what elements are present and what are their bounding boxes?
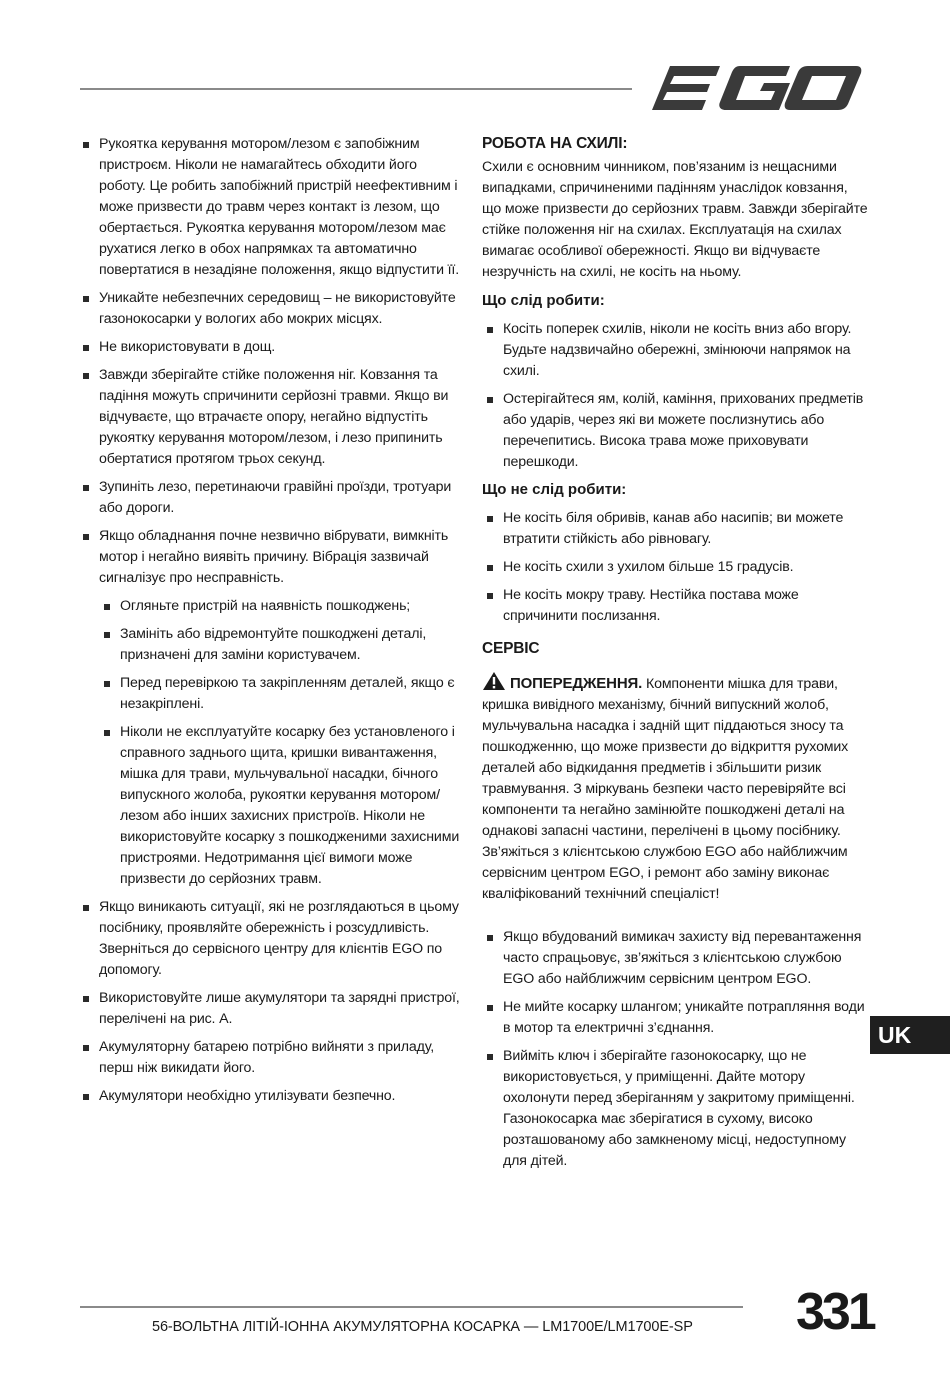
- ego-logo: [650, 62, 862, 114]
- warning-triangle-icon: [482, 671, 506, 691]
- language-tab: UK: [870, 1016, 950, 1054]
- list-item: Якщо вбудований вимикач захисту від перевантаження часто спрацьовує, зв’яжіться з клієнтською службою EGO або найближчим сервісним центром EGO.: [486, 927, 870, 990]
- list-item: Якщо обладнання почне незвично вібрувати, вимкніть мотор і негайно виявіть причину. Вібрація зазвичай сигналізує про несправність.: [82, 526, 460, 589]
- service-list: [486, 927, 870, 1172]
- list-item: Уникайте небезпечних середовищ – не використовуйте газонокосарки у вологих або мокрих місцях.: [82, 288, 460, 330]
- list-item: Косіть поперек схилів, ніколи не косіть вниз або вгору. Будьте надзвичайно обережні, змінюючи напрямок на схилі.: [486, 319, 870, 382]
- list-item: Не косіть біля обривів, канав або насипів; ви можете втратити стійкість або рівновагу.: [486, 508, 870, 550]
- left-column: [82, 134, 460, 1114]
- warning-paragraph: [482, 671, 870, 905]
- list-item: Якщо виникають ситуації, які не розглядаються в цьому посібнику, проявляйте обережність і розсудливість. Зверніться до сервісного центру для клієнтів EGO по допомогу.: [82, 897, 460, 981]
- page-number: 331: [796, 1283, 874, 1341]
- sub-list-item: Замініть або відремонтуйте пошкоджені деталі, призначені для заміни користувачем.: [103, 624, 460, 666]
- list-item: Остерігайтеся ям, колій, каміння, прихованих предметів або ударів, через які ви можете послизнутись або перечепитись. Висока трава може приховувати перешкоди.: [486, 389, 870, 473]
- list-item: Завжди зберігайте стійке положення ніг. Ковзання та падіння можуть спричинити серйозні травми. Якщо ви відчуваєте, що втрачаєте опору, негайно відпустіть рукоятку керування мотором/лезом, і лезо припинить обертатися протягом трьох секунд.: [82, 365, 460, 470]
- slope-paragraph: Схили є основним чинником, пов’язаним із нещасними випадками, спричиненими падінням унаслідок ковзання, що може призвести до серйозних травм. Завжди зберігайте стійке положення ніг на схилах. Експлуатація на схилах вимагає особливої обережності. Якщо ви відчуваєте незручність на схилі, не косіть на ньому.: [482, 159, 868, 280]
- safety-list-continued: [82, 897, 460, 1107]
- vibration-sub-list: [103, 596, 460, 890]
- list-item: Не використовувати в дощ.: [82, 337, 460, 358]
- list-item: Зупиніть лезо, перетинаючи гравійні проїзди, тротуари або дороги.: [82, 477, 460, 519]
- sub-list-item: Перед перевіркою та закріпленням деталей, якщо є незакріплені.: [103, 673, 460, 715]
- right-column: [482, 134, 870, 1179]
- footer-rule: [80, 1306, 743, 1308]
- service-heading: СЕРВІС: [482, 640, 540, 657]
- slope-heading: РОБОТА НА СХИЛІ:: [482, 135, 628, 152]
- footer-title: 56-ВОЛЬТНА ЛІТІЙ-ІОННА АКУМУЛЯТОРНА КОСАРКА — LM1700E/LM1700E-SP: [152, 1319, 693, 1335]
- list-item: Не косіть мокру траву. Нестійка постава може спричинити послизання.: [486, 585, 870, 627]
- dont-list: [486, 508, 870, 627]
- list-item: Акумулятори необхідно утилізувати безпечно.: [82, 1086, 460, 1107]
- warning-title: ПОПЕРЕДЖЕННЯ.: [510, 675, 643, 692]
- do-heading: Що слід робити:: [482, 292, 605, 309]
- header-rule: [80, 88, 632, 90]
- warning-text: Компоненти мішка для трави, кришка вивідного механізму, бічний випускний жолоб, мульчувальна насадка і задній щит піддаються зносу та пошкодженню, що може призвести до відкриття рухомих деталей або відкидання предметів і збільшити ризик травмування. З міркувань безпеки часто перевіряйте всі компоненти та негайно замінюйте пошкоджені деталі на однакові запасні частини, перелічені в цьому посібнику. Зв’яжіться з клієнтською службою EGO або найближчим сервісним центром EGO, і ремонт або заміну виконає кваліфікований технічний спеціаліст!: [482, 676, 849, 902]
- list-item: Акумуляторну батарею потрібно вийняти з приладу, перш ніж викидати його.: [82, 1037, 460, 1079]
- sub-list-item: Огляньте пристрій на наявність пошкоджень;: [103, 596, 460, 617]
- list-item: Не косіть схили з ухилом більше 15 градусів.: [486, 557, 870, 578]
- list-item: Вийміть ключ і зберігайте газонокосарку, що не використовується, у приміщенні. Дайте мотору охолонути перед зберіганням у закритому приміщенні. Газонокосарка має зберігатися в сухому, високо розташованому або замкненому місці, недоступному для дітей.: [486, 1046, 870, 1172]
- list-item: Рукоятка керування мотором/лезом є запобіжним пристроєм. Ніколи не намагайтесь обходити його роботу. Це робить запобіжний пристрій неефективним і може призвести до травм через контакт із лезом, що обертається. Рукоятка керування мотором/лезом має рухатися легко в обох напрямках та автоматично повертатися в незадіяне положення, якщо відпустити її.: [82, 134, 460, 281]
- dont-heading: Що не слід робити:: [482, 481, 627, 498]
- list-item: Використовуйте лише акумулятори та зарядні пристрої, перелічені на рис. A.: [82, 988, 460, 1030]
- list-item: Не мийте косарку шлангом; уникайте потрапляння води в мотор та електричні з’єднання.: [486, 997, 870, 1039]
- safety-list: [82, 134, 460, 589]
- sub-list-item: Ніколи не експлуатуйте косарку без установленого і справного заднього щита, кришки вивантаження, мішка для трави, мульчувальної насадки, бічного випускного жолоба, рукоятки керування мотором/лезом або інших захисних пристроїв. Ніколи не використовуйте косарку з пошкодженими захисними пристроями. Недотримання цієї вимоги може призвести до серйозних травм.: [103, 722, 460, 890]
- do-list: [486, 319, 870, 473]
